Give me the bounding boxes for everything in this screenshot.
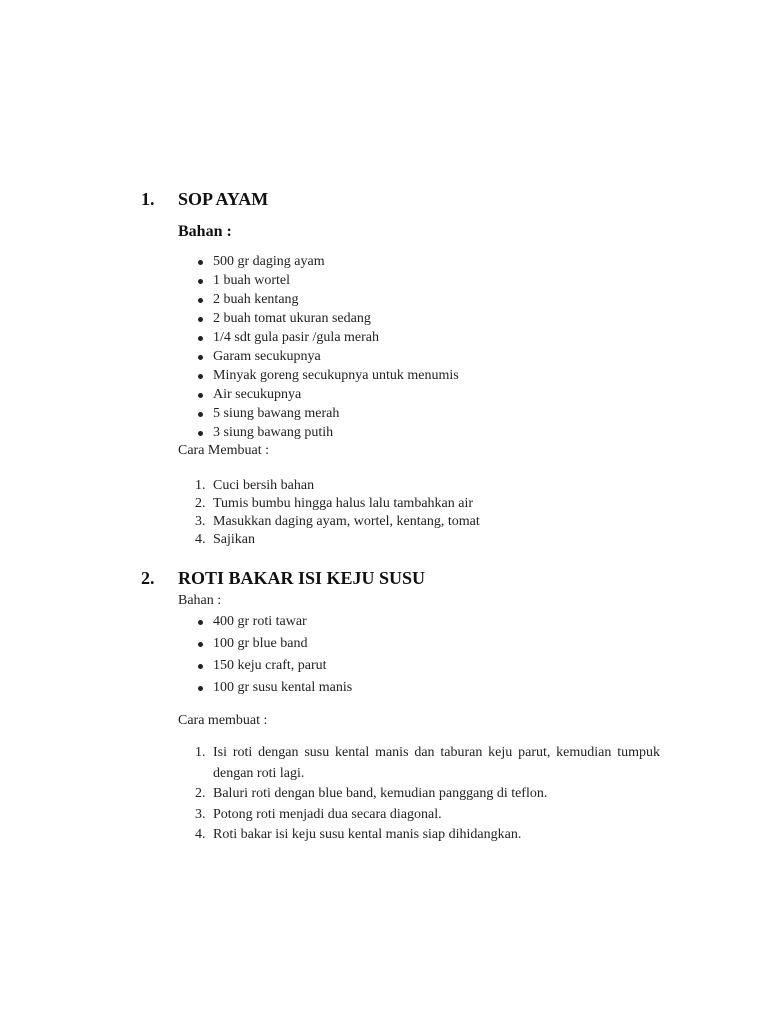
steps-label: Cara Membuat :: [178, 443, 269, 458]
list-item: 5 siung bawang merah: [213, 404, 459, 423]
list-item: 400 gr roti tawar: [213, 611, 352, 633]
bullet-icon: [198, 298, 203, 303]
list-item: 2. Tumis bumbu hingga halus lalu tambahkan air: [195, 496, 474, 511]
list-item: Minyak goreng secukupnya untuk menumis: [213, 366, 459, 385]
bullet-icon: [198, 279, 203, 284]
recipe-heading-roti-bakar: [0, 566, 768, 590]
section-title: ROTI BAKAR ISI KEJU SUSU: [178, 568, 426, 588]
list-item: 100 gr blue band: [213, 633, 352, 655]
step-number: 4.: [195, 532, 206, 547]
section-number: 2.: [141, 568, 155, 588]
section-number: 1.: [141, 189, 155, 209]
section-title: SOP AYAM: [178, 189, 269, 209]
list-item: 4. Roti bakar isi keju susu kental manis siap dihidangkan.: [213, 825, 660, 846]
bullet-icon: [198, 620, 203, 625]
list-item: 2 buah tomat ukuran sedang: [213, 309, 459, 328]
list-item: 3. Potong roti menjadi dua secara diagonal.: [213, 805, 660, 826]
list-item: 1 buah wortel: [213, 271, 459, 290]
list-item: 3 siung bawang putih: [213, 423, 459, 442]
bullet-icon: [198, 374, 203, 379]
steps-list: [195, 477, 480, 549]
bullet-icon: [198, 686, 203, 691]
step-number: 2.: [195, 496, 206, 511]
step-number: 1.: [195, 745, 206, 760]
list-item: Garam secukupnya: [213, 347, 459, 366]
ingredients-list: [213, 611, 352, 699]
bullet-icon: [198, 336, 203, 341]
list-item: 1/4 sdt gula pasir /gula merah: [213, 328, 459, 347]
step-number: 3.: [195, 514, 206, 529]
bullet-icon: [198, 431, 203, 436]
list-item: 1. Isi roti dengan susu kental manis dan taburan keju parut, kemudian tumpuk dengan roti lagi.: [195, 745, 660, 781]
steps-label: Cara membuat :: [178, 713, 268, 728]
bullet-icon: [198, 412, 203, 417]
list-item: 500 gr daging ayam: [213, 252, 459, 271]
list-item: 1. Cuci bersih bahan: [195, 478, 315, 493]
bullet-icon: [198, 317, 203, 322]
bullet-icon: [198, 664, 203, 669]
bullet-icon: [198, 260, 203, 265]
bullet-icon: [198, 642, 203, 647]
bullet-icon: [198, 355, 203, 360]
list-item: 4. Sajikan: [195, 532, 255, 547]
step-number: 3.: [195, 806, 206, 822]
bullet-icon: [198, 393, 203, 398]
step-number: 4.: [195, 827, 206, 842]
list-item: Air secukupnya: [213, 385, 459, 404]
recipe-heading-sop-ayam: [0, 187, 768, 211]
steps-list: [195, 743, 660, 846]
list-item: 3. Masukkan daging ayam, wortel, kentang, tomat: [195, 514, 480, 529]
ingredients-label: Bahan :: [178, 593, 222, 608]
step-number: 1.: [195, 478, 206, 493]
list-item: 2 buah kentang: [213, 290, 459, 309]
step-number: 2.: [195, 786, 206, 801]
list-item: 2. Baluri roti dengan blue band, kemudian panggang di teflon.: [213, 784, 660, 805]
list-item: 100 gr susu kental manis: [213, 677, 352, 699]
list-item: 150 keju craft, parut: [213, 655, 352, 677]
ingredients-list: [213, 252, 459, 442]
ingredients-label: Bahan :: [178, 223, 232, 240]
